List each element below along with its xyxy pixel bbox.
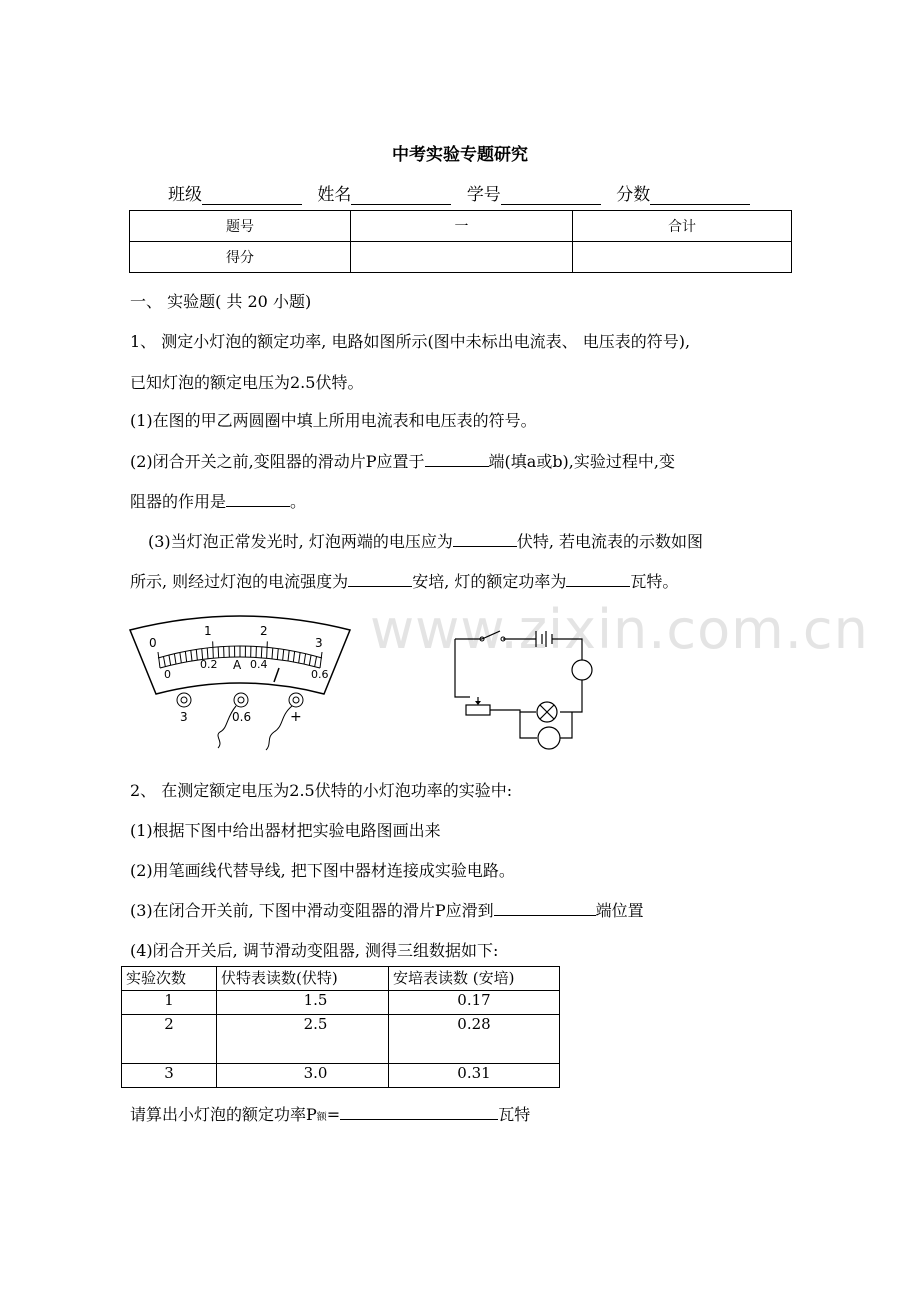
data-table-cell: 3 [122, 1064, 217, 1088]
name-label: 姓名 [317, 185, 352, 205]
circuit-diagram [450, 625, 610, 755]
wire-rheostat-lamp [490, 710, 536, 712]
score-table-header-cell: 题号 [130, 211, 351, 242]
ammeter-unit: A [233, 658, 242, 672]
q1-part1: (1)在图的甲乙两圆圈中填上所用电流表和电压表的符号。 [130, 411, 537, 430]
q2-blank-position[interactable] [494, 899, 596, 916]
ammeter-bottom-tick: 0 [164, 668, 171, 681]
ammeter-bottom-tick: 0.2 [200, 658, 218, 671]
score-table-row-label: 得分 [130, 242, 351, 273]
ammeter-tick [169, 655, 171, 665]
terminal-3-inner [181, 697, 187, 703]
ammeter-top-tick: 1 [204, 624, 212, 638]
data-table-header: 伏特表读数(伏特) [217, 967, 389, 991]
terminal-label: + [290, 709, 302, 725]
q1-part3-cont [130, 569, 678, 592]
ammeter-tick [174, 654, 176, 664]
q1-line2: 已知灯泡的额定电压为2.5伏特。 [130, 373, 364, 392]
ammeter-tick [309, 655, 311, 665]
ammeter-tick [185, 651, 186, 662]
meter-circle-yi [538, 727, 560, 749]
data-table-cell: 0.28 [389, 1015, 560, 1064]
q1-blank-role[interactable] [226, 490, 290, 507]
terminal-3 [177, 693, 191, 707]
q1-part3-text: 瓦特。 [630, 572, 679, 591]
name-blank[interactable] [351, 186, 451, 205]
q1-blank-power[interactable] [566, 570, 630, 587]
ammeter-tick [315, 656, 317, 666]
q2-final-text: 请算出小灯泡的额定功率P [130, 1105, 317, 1124]
q2-blank-power[interactable] [340, 1103, 498, 1120]
terminal-label: 3 [180, 710, 188, 724]
wire-left [455, 639, 470, 697]
ammeter-tick [163, 656, 165, 666]
q1-part2-text: (2)闭合开关之前,变阻器的滑动片P应置于 [130, 452, 425, 471]
q2-part4: (4)闭合开关后, 调节滑动变阻器, 测得三组数据如下: [130, 941, 499, 960]
ammeter-needle [274, 668, 279, 682]
terminal-plus-inner [293, 697, 299, 703]
data-table-cell: 3.0 [217, 1064, 389, 1088]
data-table-cell: 0.17 [389, 991, 560, 1015]
data-table-cell: 1 [122, 991, 217, 1015]
q2-part3 [130, 898, 644, 921]
page-title: 中考实验专题研究 [392, 145, 528, 165]
data-table-cell: 2.5 [217, 1015, 389, 1064]
id-blank[interactable] [501, 186, 601, 205]
ammeter-tick [320, 652, 322, 668]
terminal-06 [234, 693, 248, 707]
q1-part2-cont [130, 489, 306, 512]
q2-final-sub: 额 [316, 1112, 327, 1123]
ammeter-top-tick: 3 [315, 636, 323, 650]
wire-lower-right [560, 712, 572, 738]
meter-circle-jia [572, 660, 592, 680]
q1-part3-text: 安培, 灯的额定功率为 [412, 572, 567, 591]
ammeter-tick [180, 652, 181, 662]
q1-blank-current[interactable] [348, 570, 412, 587]
class-blank[interactable] [202, 186, 302, 205]
score-table [129, 210, 792, 273]
wire-right [560, 680, 582, 712]
q2-final [130, 1102, 530, 1125]
student-info-line [168, 180, 760, 205]
q1-blank-end[interactable] [425, 450, 489, 467]
wire-lower-left [520, 712, 537, 738]
switch-blade [482, 631, 500, 639]
q2-part3-text: (3)在闭合开关前, 下图中滑动变阻器的滑片P应滑到 [130, 901, 494, 920]
data-table [121, 966, 560, 1088]
q1-part3-text: (3)当灯泡正常发光时, 灯泡两端的电压应为 [148, 532, 453, 551]
ammeter-tick [218, 647, 219, 658]
ammeter-tick [196, 649, 197, 660]
q1-part2-text: 。 [290, 492, 307, 511]
data-table-cell: 0.31 [389, 1064, 560, 1088]
score-label: 分数 [616, 185, 651, 205]
ammeter-figure [128, 608, 353, 753]
score-table-header-cell: 一 [351, 211, 573, 242]
score-blank[interactable] [650, 186, 750, 205]
terminal-label: 0.6 [232, 710, 252, 724]
q1-part3-text: 伏特, 若电流表的示数如图 [516, 532, 704, 551]
rheostat [466, 705, 490, 715]
q2-final-eq: = [326, 1105, 341, 1124]
ammeter-tick [267, 641, 268, 658]
data-table-header: 安培表读数 (安培) [389, 967, 560, 991]
ammeter-tick [283, 649, 284, 660]
ammeter-tick [213, 641, 214, 658]
ammeter-top-tick: 2 [260, 624, 268, 638]
q1-part2-text: 端(填a或b),实验过程中,变 [488, 452, 675, 471]
section-heading: 一、 实验题( 共 20 小题) [130, 292, 312, 311]
ammeter-tick [158, 652, 160, 668]
q1-part3-text: 所示, 则经过灯泡的电流强度为 [130, 572, 349, 591]
ammeter-tick [272, 648, 273, 659]
score-table-header-cell: 合计 [573, 211, 792, 242]
ammeter-tick [288, 650, 289, 661]
ammeter-tick [261, 647, 262, 658]
ammeter-tick [293, 651, 294, 662]
class-label: 班级 [168, 185, 202, 205]
ammeter-tick [191, 650, 192, 661]
q2-part3-text: 端位置 [595, 901, 644, 920]
ammeter-tick [299, 652, 300, 662]
q1-part3 [148, 529, 703, 552]
q1-part2 [130, 449, 675, 472]
data-table-cell: 1.5 [217, 991, 389, 1015]
id-label: 学号 [466, 185, 501, 205]
data-table-header: 实验次数 [122, 967, 217, 991]
score-cell[interactable] [351, 242, 573, 273]
terminal-06-inner [238, 697, 244, 703]
ammeter-bottom-tick: 0.4 [250, 658, 268, 671]
q2-part2: (2)用笔画线代替导线, 把下图中器材连接成实验电路。 [130, 861, 515, 880]
q2-line1: 2、 在测定额定电压为2.5伏特的小灯泡功率的实验中: [130, 781, 513, 800]
q2-part1: (1)根据下图中给出器材把实验电路图画出来 [130, 821, 441, 840]
ammeter-bottom-tick: 0.6 [311, 668, 329, 681]
q1-blank-voltage[interactable] [453, 530, 517, 547]
ammeter-tick [277, 649, 278, 660]
q1-part2-text: 阻器的作用是 [130, 492, 227, 511]
ammeter-top-tick: 0 [149, 636, 157, 650]
wire-plus [266, 706, 292, 750]
watermark: www.zixin.com.cn [370, 598, 869, 661]
q2-final-unit: 瓦特 [498, 1105, 531, 1124]
q1-line1: 1、 测定小灯泡的额定功率, 电路如图所示(图中未标出电流表、 电压表的符号), [130, 332, 691, 351]
wire-top-right [552, 639, 582, 660]
score-total-cell[interactable] [573, 242, 792, 273]
terminal-plus [289, 693, 303, 707]
ammeter-tick [304, 654, 306, 664]
data-table-cell: 2 [122, 1015, 217, 1064]
